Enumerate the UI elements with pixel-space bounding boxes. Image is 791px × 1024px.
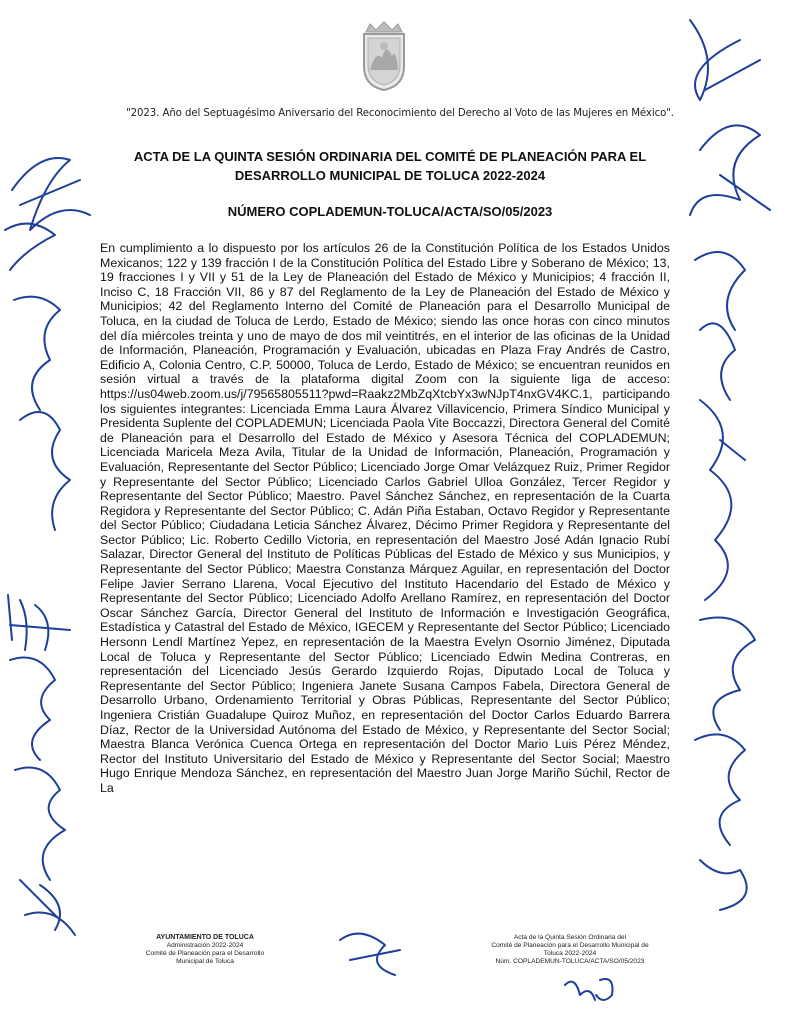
signature-right-1 bbox=[690, 20, 760, 100]
signature-left-7 bbox=[15, 768, 65, 881]
footer-left-line-4: Municipal de Toluca bbox=[176, 958, 234, 965]
signature-bottom-2 bbox=[565, 979, 613, 1000]
footer-right-line-1: Acta de la Quinta Sesión Ordinaria del bbox=[513, 934, 627, 941]
signature-left-5 bbox=[8, 595, 70, 650]
signature-right-5 bbox=[700, 400, 745, 600]
signature-left-1 bbox=[12, 158, 90, 230]
footer-right-line-3: Toluca 2022-2024 bbox=[543, 950, 597, 957]
signature-left-8 bbox=[20, 880, 75, 935]
header-motto: "2023. Año del Septuagésimo Aniversario del Reconocimiento del Derecho al Voto de las Mujeres en México". bbox=[126, 108, 674, 119]
signature-left-4 bbox=[20, 412, 70, 530]
body-paragraph: En cumplimiento a lo dispuesto por los artículos 26 de la Constitución Política de los Estados Unidos Mexicanos; 122 y 139 fracción I de la Constitución Política del Estado Libre y Soberano de México; 13, 19 fracciones I y VII y 51 de la Ley de Planeación del Estado de México y Municipios; 4 fracción II, Inciso C, 18 Fracción VII, 86 y 87 del Reglamento de la Ley de Planeación del Estado de México y Municipios; 42 del Reglamento Interno del Comité de Planeación para el Desarrollo Municipal de Toluca, en la ciudad de Toluca de Lerdo, Estado de México; siendo las once horas con cinco minutos del día miércoles treinta y uno de mayo de dos mil veintitrés, en el interior de las oficinas de la Unidad de Información, Planeación, Programación y Evaluación, ubicadas en Plaza Fray Andrés de Castro, Edificio A, Colonia Centro, C.P. 50000, Toluca de Lerdo, Estado de México; se encuentran reunidos en sesión virtual a través de la plataforma digital Zoom con la siguiente liga de acceso: https://us04web.zoom.us/j/79565805511?pwd=Raakz2MbZqXtcbYx3wNJpT4nxGV4KC.1, participando los siguientes integrantes: Licenciada Emma Laura Álvarez Villavicencio, Primera Síndico Municipal y Presidenta Suplente del COPLADEMUN; Licenciada Paola Vite Boccazzi, Directora General del Comité de Planeación para el Desarrollo del Estado de México y Asesora Técnica del COPLADEMUN; Licenciada Maricela Meza Avila, Titular de la Unidad de Información, Planeación, Programación y Evaluación, Representante del Sector Público; Licenciado Jorge Omar Velázquez Ruiz, Primer Regidor y Representante del Sector Público; Licenciado Carlos Gabriel Ulloa González, Tercer Regidor y Representante del Sector Público; Maestro. Pavel Sánchez Sánchez, en representación de la Cuarta Regidora y Representante del Sector Público; C. Adán Piña Estaban, Octavo Regidor y Representante del Sector Público; Ciudadana Leticia Sánchez Álvarez, Décimo Primer Regidora y Representante del Sector Público; Lic. Roberto Cedillo Victoria, en representación del Maestro José Adán Ignacio Rubí Salazar, Director General del Instituto de Políticas Públicas del Estado de México y sus Municipios, y Representante del Sector Público; Maestra Constanza Márquez Aguilar, en representación del Doctor Felipe Javier Serrano Llarena, Vocal Ejecutivo del Instituto Hacendario del Estado de México y Representante del Sector Público; Licenciado Adolfo Arellano Ramírez, en representación del Doctor Oscar Sánchez García, Director General del Instituto de Información e Investigación Geográfica, Estadística y Catastral del Estado de México, IGECEM y Representante del Sector Público; Licenciado Hersonn Lendl Martínez Yepez, en representación de la Maestra Evelyn Osornio Jiménez, Diputada Local de Toluca y Representante del Sector Público; Licenciado Edwin Medina Contreras, en representación del Licenciado Jesús Gerardo Izquierdo Rojas, Diputado Local de Toluca y Representante del Sector Público; Ingeniera Janete Susana Campos Fabela, Directora General de Desarrollo Urbano, Ordenamiento Territorial y Obras Públicas, Representante del Sector Público; Ingeniera Cristián Guadalupe Quiroz Muñoz, en representación del Doctor Carlos Eduardo Barrera Díaz, Rector de la Universidad Autónoma del Estado de México, y Representante del Sector Social; Maestra Blanca Verónica Cuenca Ortega en representación del Doctor Mario Luis Pérez Méndez, Rector del Instituto Universitario del Estado de México y Representante del Sector Social; Maestro Hugo Enrique Mendoza Sánchez, en representación del Maestro Juan Jorge Mariño Súchil, Rector de La bbox=[100, 241, 670, 795]
coat-of-arms-icon bbox=[356, 20, 412, 92]
document-number: NÚMERO COPLADEMUN-TOLUCA/ACTA/SO/05/2023 bbox=[227, 204, 553, 219]
signature-right-7 bbox=[695, 734, 745, 845]
footer-right-block bbox=[470, 934, 670, 966]
footer-left-line-3: Comité de Planeación para el Desarrollo bbox=[145, 950, 265, 957]
footer-left-line-2: Administración 2022-2024 bbox=[166, 942, 244, 949]
signature-right-8 bbox=[700, 860, 747, 910]
signature-left-3 bbox=[14, 297, 60, 410]
signature-bottom-1 bbox=[340, 934, 400, 975]
title-line-1: ACTA DE LA QUINTA SESIÓN ORDINARIA DEL COMITÉ DE PLANEACIÓN PARA EL bbox=[133, 149, 647, 164]
signature-right-3 bbox=[695, 252, 745, 330]
signature-right-6 bbox=[700, 618, 755, 731]
signature-left-2 bbox=[5, 224, 55, 270]
title-line-2: DESARROLLO MUNICIPAL DE TOLUCA 2022-2024 bbox=[234, 168, 546, 183]
signature-right-2 bbox=[690, 125, 770, 215]
signature-right-4 bbox=[700, 323, 735, 400]
document-title bbox=[90, 147, 690, 185]
signature-left-6 bbox=[10, 658, 55, 761]
footer-right-line-4: Núm. COPLADEMUN-TOLUCA/ACTA/SO/05/2023 bbox=[495, 958, 645, 965]
footer-right-line-2: Comité de Planeación para el Desarrollo Municipal de bbox=[491, 942, 649, 949]
footer-left-block bbox=[130, 934, 280, 966]
footer-left-line-1: AYUNTAMIENTO DE TOLUCA bbox=[156, 934, 254, 941]
